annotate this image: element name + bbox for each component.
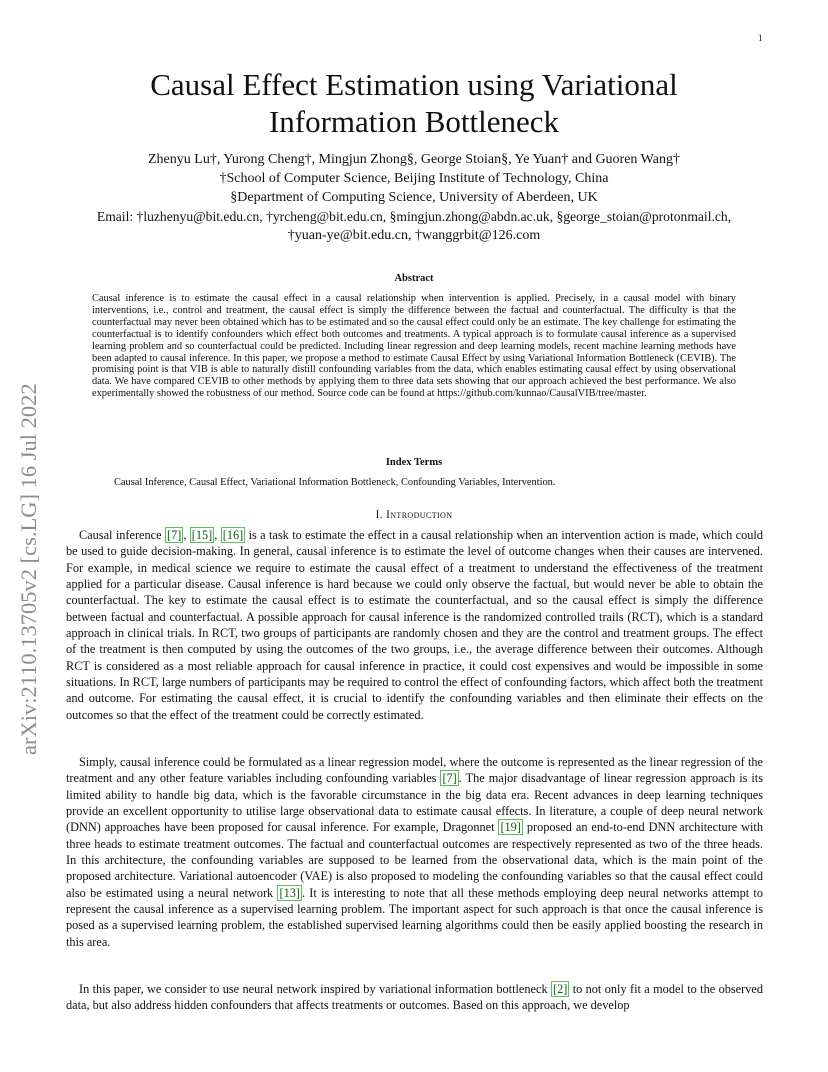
citation-link[interactable]: [7] — [166, 528, 182, 542]
citation-link[interactable]: [2] — [552, 982, 568, 996]
paragraph-1 — [66, 527, 763, 723]
citation-link[interactable]: [19] — [500, 820, 521, 835]
affiliation-2: §Department of Computing Science, University of Aberdeen, UK — [230, 190, 598, 205]
text-run: , — [214, 528, 221, 542]
page-number: 1 — [758, 33, 763, 43]
author-names: Zhenyu Lu†, Yurong Cheng†, Mingjun Zhong§, George Stoian§, Ye Yuan† and Guoren Wang† — [148, 152, 680, 167]
abstract-text: Causal inference is to estimate the causal effect in a causal relationship when intervention is applied. Precisely, in a causal model with binary interventions, i.e., control and treatment, the causal effect is simply the difference between the factual and counterfactual. The difficulty is that the counterfactual may never been obtained which has to be estimated and so the causal effect could only be an estimate. The key challenge for estimating the counterfactual is to identify confounders which effect both outcomes and treatments. A typical approach is to formulate causal inference as a supervised learning problem and so counterfactual could be predicted. Including linear regression and deep learning models, recent machine learning methods have been adapted to causal inference. In this paper, we propose a method to estimate Causal Effect by using Variational Information Bottleneck (CEVIB). The promising point is that VIB is able to naturally distill confounding variables from the data, which enables estimating causal effect by using observational data. We have compared CEVIB to other methods by applying them to three data sets showing that our approach achieved the best performance. We also experimentally showed the robustness of our method. Source code can be found at https://github.com/kunnao/CausalVIB/tree/master. — [92, 293, 736, 400]
text-run: proposed an end-to-end DNN architecture with three heads to estimate treatment outcomes. The factual and counterfactual outcomes are respectively represented as two of the three heads. In this architecture, the confounding variables are supposed to be learned from the observational data, which is the main point of the proposed architecture. Variational autoencoder (VAE) is also proposed to modeling the confounding variables so that the causal effect could also be estimated using a neural network — [66, 820, 763, 900]
email-line-1: Email: †luzhenyu@bit.edu.cn, †yrcheng@bit.edu.cn, §mingjun.zhong@abdn.ac.uk, §george_stoian@protonmail.ch, — [96, 209, 732, 224]
text-run: . It is interesting to note that all these methods employing deep neural networks attempt to represent the causal inference as a supervised learning problem. The important aspect for such approach is that once the causal inference is posed as a supervised learning problem, the established supervised learning algorithms could then be easily applied boosting the research in this area. — [66, 885, 763, 949]
paragraph-3 — [66, 981, 763, 1014]
section-heading-introduction — [66, 509, 762, 521]
arxiv-stamp-container — [14, 295, 54, 755]
abstract-heading: Abstract — [394, 273, 434, 284]
email-line-2: †yuan-ye@bit.edu.cn, †wanggrbit@126.com — [287, 228, 541, 243]
paragraph-2 — [66, 754, 763, 950]
title-line-1: Causal Effect Estimation using Variational — [150, 67, 678, 102]
citation-link[interactable]: [16] — [222, 528, 244, 542]
author-block — [66, 150, 762, 245]
section-title: Introduction — [386, 509, 453, 521]
citation-link[interactable]: [15] — [191, 528, 213, 542]
paper-title — [66, 66, 762, 140]
text-run: to not only fit a model to the observed data, but also address hidden confounders that affects treatments or outcomes. Based on this approach, we develop — [66, 982, 763, 1013]
text-run: Simply, causal inference could be formulated as a linear regression model, where the outcome is represented as the linear regression of the treatment and any other feature variables including confounding variables — [66, 755, 763, 786]
text-run: , — [183, 528, 190, 542]
title-line-2: Information Bottleneck — [268, 104, 560, 139]
section-number: I. — [375, 509, 383, 521]
text-run: is a task to estimate the effect in a causal relationship when an intervention action is made, which could be used to guide decision-making. In general, causal inference is to estimate the level of outcome changes when their causes are intervened. For example, in medical science we require to estimate the causal effect of a treatment to understand the effectiveness of the treatment applied for a particular disease. Causal inference is hard because we could only observe the factual, but would never be able to obtain the counterfactual. The key to estimate the causal effect is to estimate the counterfactual, and so the causal effect is simply the difference between factual and counterfactual. A possible approach for causal inference is the randomized controlled trails (RCT), which is a standard approach in clinical trials. In RCT, two groups of participants are randomly chosen and they are the control and treatment groups. The effect of the treatment is then computed by using the outcomes of the two groups, i.e., the average difference between their outcomes. Although RCT is considered as a most reliable approach for causal inference in practice, it could cost expensives and would be impossible in some situations. In RCT, large numbers of participants may be required to control the effect of confounding factors, which affect both the treatment and outcome. For estimating the causal effect, it is crucial to identify the confounding variables and then eliminate their effects on the outcomes so that the effect of the treatment could be correctly estimated. — [66, 528, 763, 722]
arxiv-stamp[interactable]: arXiv:2110.13705v2 [cs.LG] 16 Jul 2022 — [16, 383, 41, 755]
index-terms-heading: Index Terms — [385, 457, 443, 468]
citation-link[interactable]: [13] — [279, 885, 300, 900]
index-terms-text: Causal Inference, Causal Effect, Variational Information Bottleneck, Confounding Variables, Intervention. — [114, 477, 556, 488]
citation-link[interactable]: [7] — [442, 771, 457, 786]
affiliation-1: †School of Computer Science, Beijing Institute of Technology, China — [219, 171, 609, 186]
text-run: In this paper, we consider to use neural network inspired by variational information bottleneck — [79, 982, 551, 996]
text-run: Causal inference — [79, 528, 165, 542]
text-run: . The major disadvantage of linear regression approach is its limited ability to handle big data, which is the favorable circumstance in the big data era. Recent advances in deep learning techniques provide an excellent opportunity to utilise large observational data to estimate causal effects. In literature, a couple of deep neural network (DNN) approaches have been proposed for causal inference. For example, Dragonnet — [66, 771, 763, 835]
